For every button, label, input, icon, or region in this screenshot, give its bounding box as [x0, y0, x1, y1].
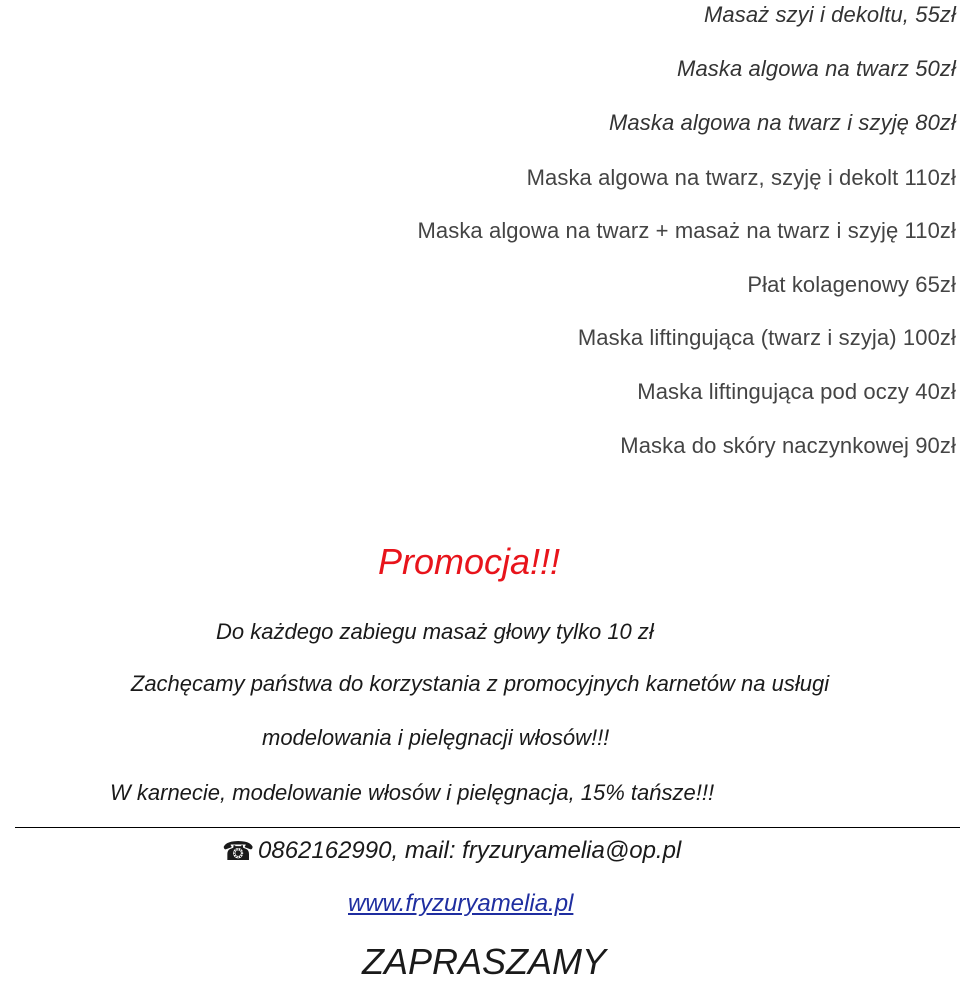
price-item: Maska algowa na twarz 50zł — [677, 56, 956, 81]
promo-line: W karnecie, modelowanie włosów i pielęgnacja, 15% tańsze!!! — [110, 780, 715, 805]
phone-icon: ☎ — [222, 836, 255, 866]
price-item: Masaż szyi i dekoltu, 55zł — [703, 2, 956, 27]
promo-line: Do każdego zabiegu masaż głowy tylko 10 zł — [216, 619, 654, 644]
contact-line — [222, 835, 681, 867]
promo-line: Zachęcamy państwa do korzystania z promocyjnych karnetów na usługi — [130, 671, 830, 696]
price-item: Płat kolagenowy 65zł — [747, 272, 956, 297]
promo-line: modelowania i pielęgnacji włosów!!! — [262, 725, 610, 750]
price-item: Maska algowa na twarz + masaż na twarz i szyję 110zł — [417, 218, 956, 243]
contact-text[interactable]: 0862162990, mail: fryzuryamelia@op.pl — [258, 837, 682, 864]
price-item: Maska liftingująca (twarz i szyja) 100zł — [577, 325, 956, 350]
price-item: Maska do skóry naczynkowej 90zł — [620, 433, 956, 458]
price-item: Maska liftingująca pod oczy 40zł — [637, 379, 956, 404]
promo-title: Promocja!!! — [378, 541, 561, 582]
price-item: Maska algowa na twarz i szyję 80zł — [609, 110, 956, 135]
price-item: Maska algowa na twarz, szyję i dekolt 110zł — [526, 165, 956, 190]
website-link[interactable]: www.fryzuryamelia.pl — [348, 890, 574, 917]
closing-text: ZAPRASZAMY — [362, 941, 607, 982]
divider — [15, 827, 960, 828]
